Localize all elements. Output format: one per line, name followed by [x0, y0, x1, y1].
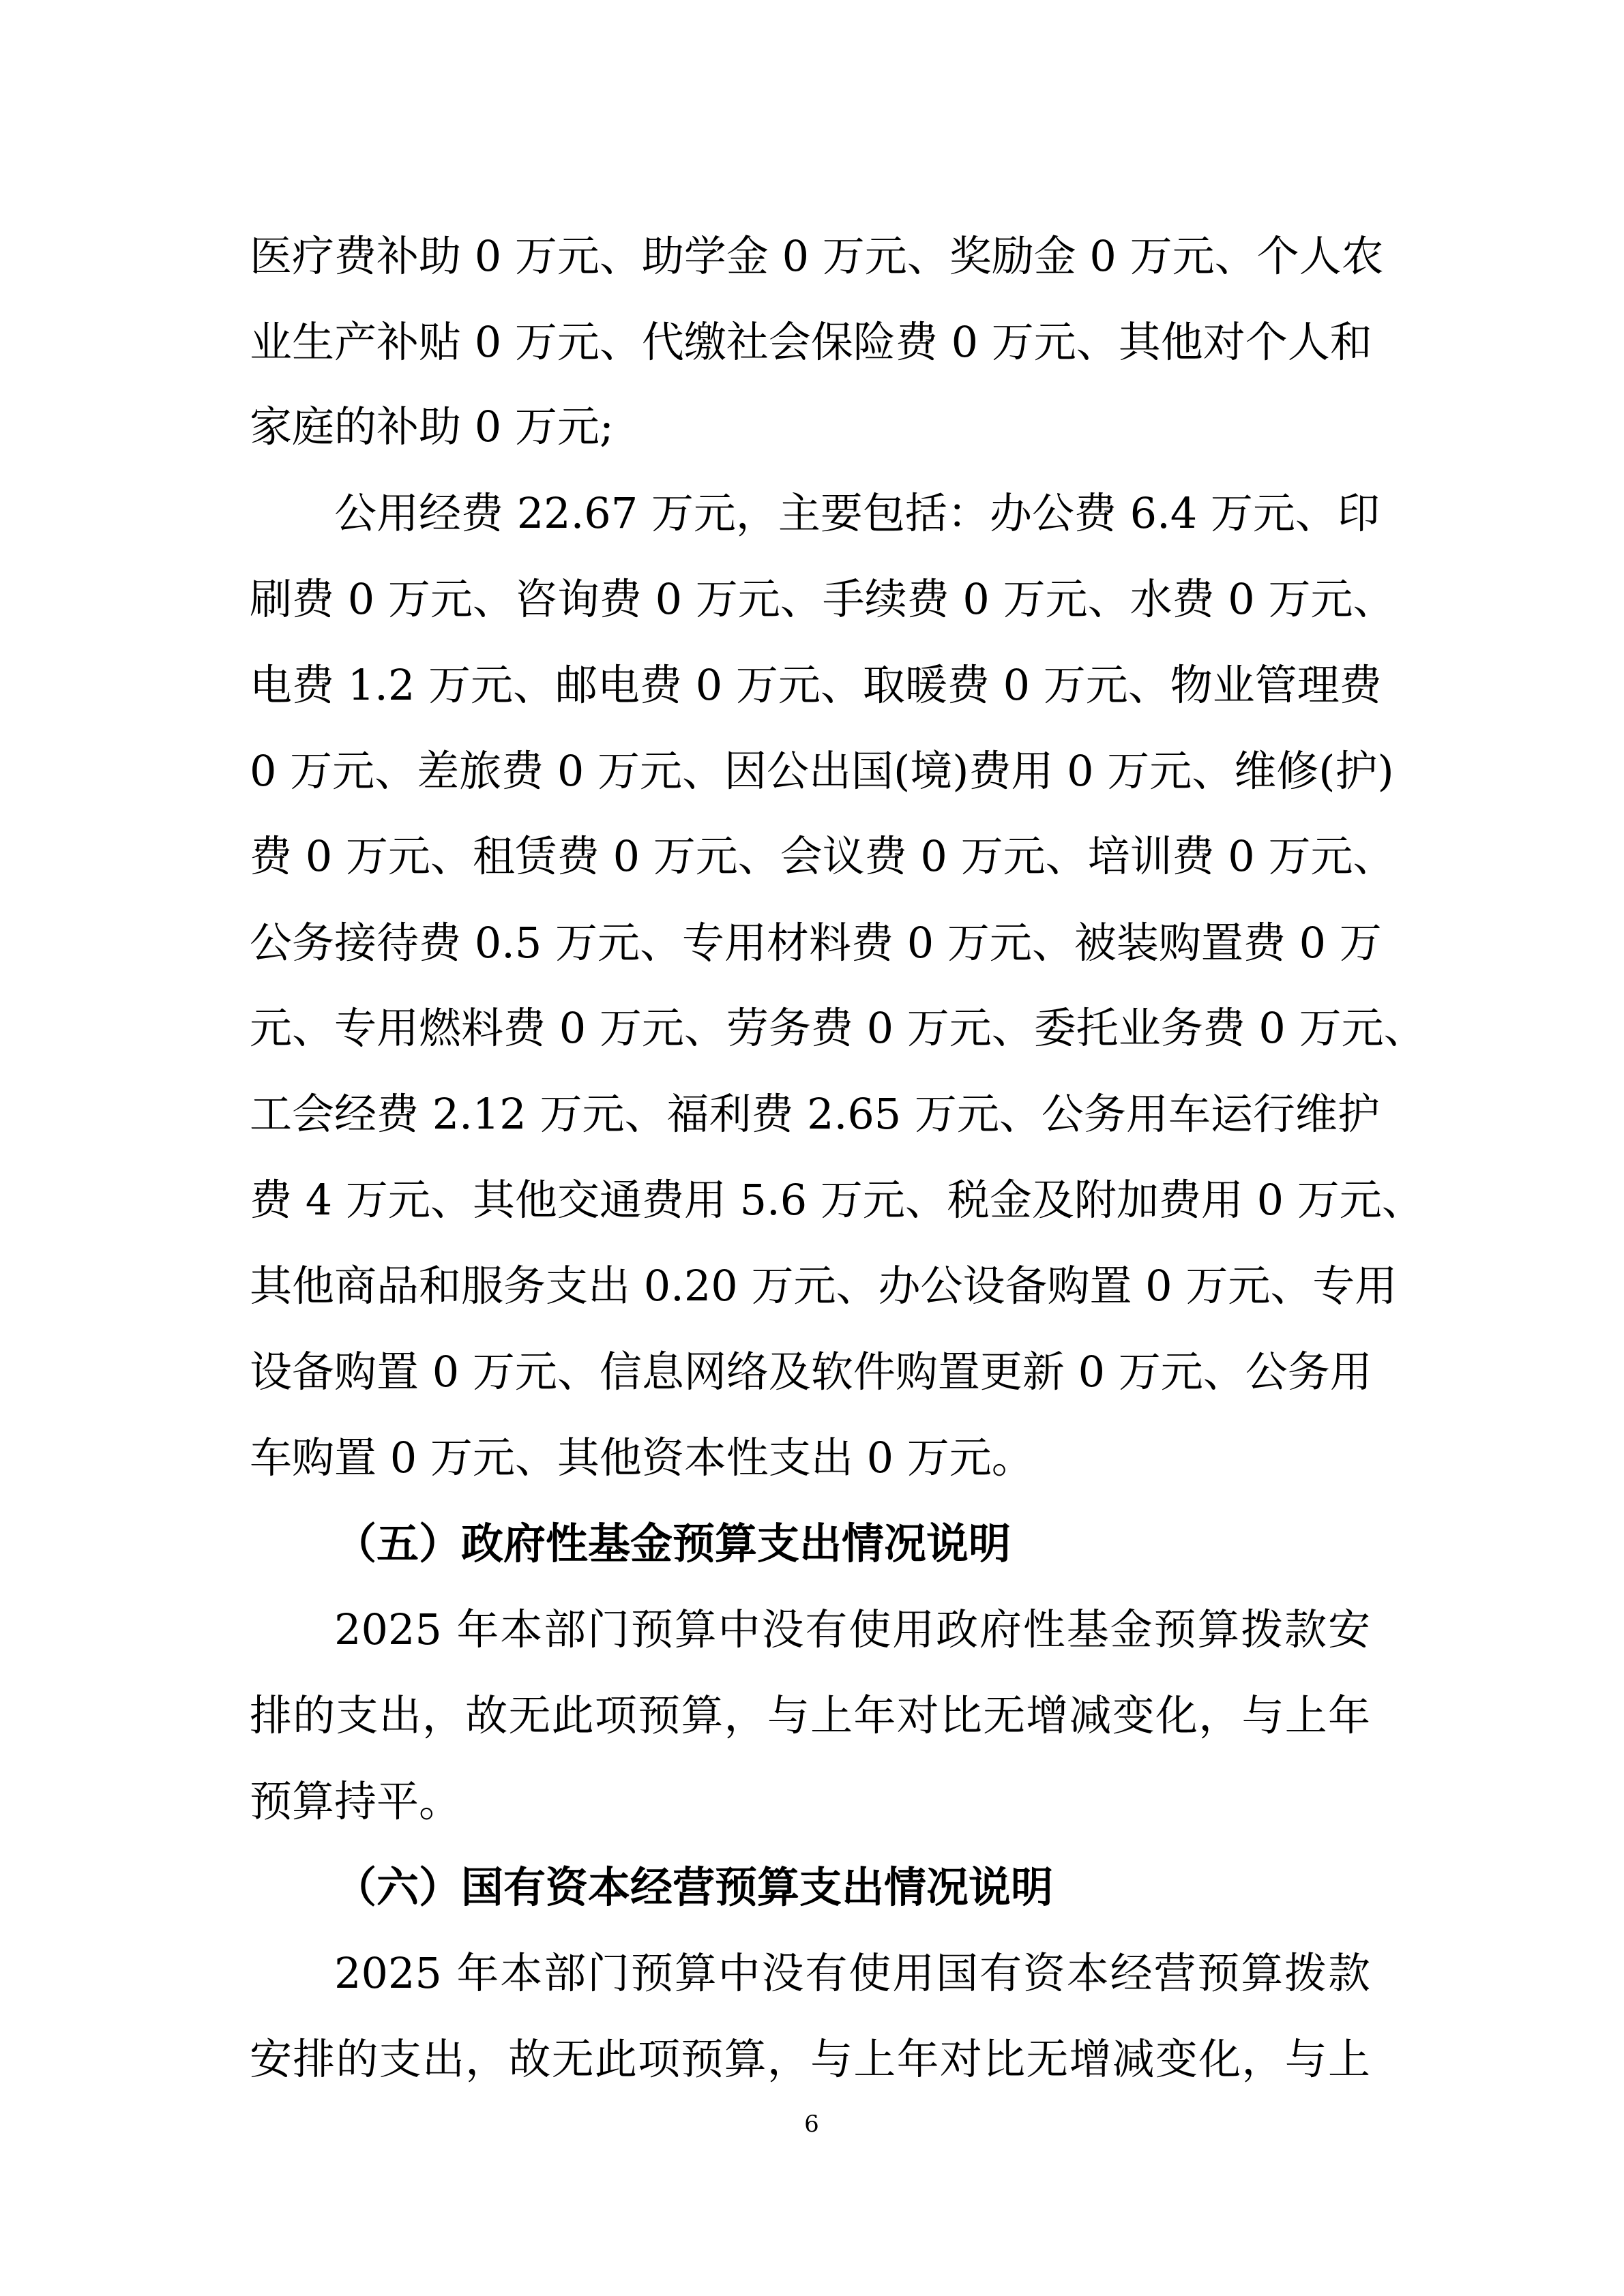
body-text-line: 刷费 0 万元、咨询费 0 万元、手续费 0 万元、水费 0 万元、	[250, 574, 1396, 624]
section-heading: （五）政府性基金预算支出情况说明	[334, 1519, 1012, 1568]
body-text-line: 家庭的补助 0 万元;	[250, 402, 614, 451]
body-text-line: 排的支出，故无此项预算，与上年对比无增减变化，与上年	[250, 1690, 1370, 1740]
body-text-line: 2025 年本部门预算中没有使用政府性基金预算拨款安	[334, 1605, 1370, 1654]
section-heading: （六）国有资本经营预算支出情况说明	[334, 1862, 1054, 1912]
body-text-line: 预算持平。	[250, 1776, 462, 1826]
body-text-line: 电费 1.2 万元、邮电费 0 万元、取暖费 0 万元、物业管理费	[250, 660, 1382, 710]
body-text-line: 安排的支出，故无此项预算，与上年对比无增减变化，与上	[250, 2034, 1370, 2084]
body-text-line: 0 万元、差旅费 0 万元、因公出国(境)费用 0 万元、维修(护)	[250, 746, 1394, 796]
body-text-line: 其他商品和服务支出 0.20 万元、办公设备购置 0 万元、专用	[250, 1261, 1398, 1311]
body-text-line: 业生产补贴 0 万元、代缴社会保险费 0 万元、其他对个人和	[250, 317, 1372, 367]
body-text-line: 工会经费 2.12 万元、福利费 2.65 万元、公务用车运行维护	[250, 1089, 1380, 1139]
body-text-line: 元、专用燃料费 0 万元、劳务费 0 万元、委托业务费 0 万元、	[250, 1003, 1426, 1053]
body-text-line: 设备购置 0 万元、信息网络及软件购置更新 0 万元、公务用	[250, 1347, 1372, 1397]
body-text-line: 车购置 0 万元、其他资本性支出 0 万元。	[250, 1433, 1034, 1482]
body-text-line: 费 4 万元、其他交通费用 5.6 万元、税金及附加费用 0 万元、	[250, 1175, 1424, 1225]
body-text-line: 费 0 万元、租赁费 0 万元、会议费 0 万元、培训费 0 万元、	[250, 831, 1396, 881]
body-text-line: 医疗费补助 0 万元、助学金 0 万元、奖励金 0 万元、个人农	[250, 231, 1384, 281]
body-text-line: 公务接待费 0.5 万元、专用材料费 0 万元、被装购置费 0 万	[250, 918, 1382, 968]
body-text-line: 公用经费 22.67 万元，主要包括：办公费 6.4 万元、印	[334, 488, 1380, 538]
body-text-line: 2025 年本部门预算中没有使用国有资本经营预算拨款	[334, 1948, 1370, 1998]
page-number: 6	[804, 2111, 819, 2138]
